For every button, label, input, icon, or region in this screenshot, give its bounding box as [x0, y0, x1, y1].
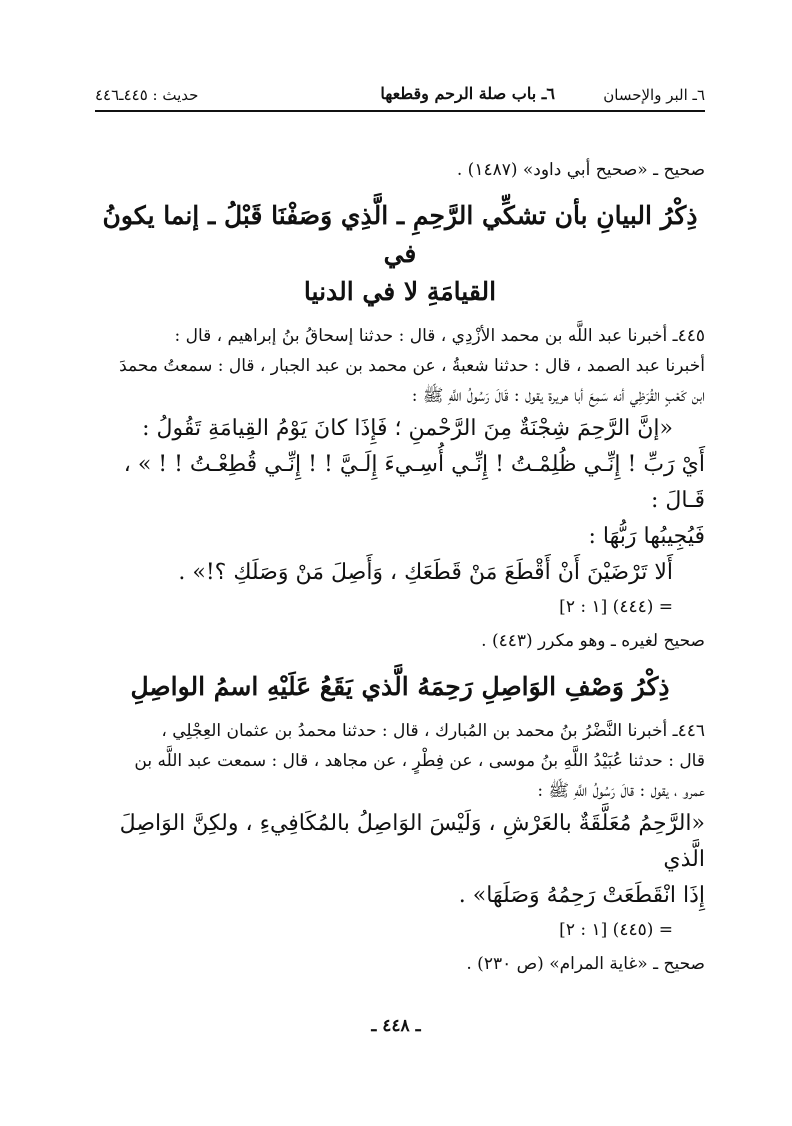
hadith-446	[95, 716, 705, 979]
hadith-445	[95, 321, 705, 656]
hadith-445-quote-1: «إنَّ الرَّحِمَ شِجْنَةٌ مِنَ الرَّحْمنِ ؛ فَإِذَا كانَ يَوْمُ القِيامَةِ تَقُولُ :	[142, 416, 673, 441]
page	[95, 80, 705, 991]
header-hadith-range: حديث : ٤٤٥ـ٤٤٦	[95, 86, 199, 104]
hadith-445-reference: = (٤٤٤) [١ : ٢]	[559, 597, 673, 617]
hadith-445-line-3: ابن كَعْبٍ القُرَظِي أنه سَمِعَ أبا هريرة يقول : قَالَ رَسُولُ اللَّهِ ﷺ :	[411, 386, 705, 406]
hadith-445-line-2: أخبرنا عبد الصمد ، قال : حدثنا شعبةُ ، عن محمد بن عبد الجبار ، قال : سمعتُ محمدَ	[119, 356, 705, 376]
grade-previous: صحيح ـ «صحيح أبي داود» (١٤٨٧) .	[456, 160, 705, 180]
hadith-446-line-2: قال : حدثنا عُبَيْدُ اللَّهِ بنُ موسى ، عن فِطْرٍ ، عن مجاهد ، قال : سمعت عبد اللَّه بن	[134, 751, 705, 771]
hadith-446-quote-1: «الرَّحِمُ مُعَلَّقَةٌ بالعَرْشِ ، وَلَيْسَ الوَاصِلُ بالمُكَافِيءِ ، ولكِنَّ الوَاصِلَ الَّذي	[119, 811, 705, 872]
hadith-446-line-3: عمرو ، يقول : قالَ رَسُولُ اللَّهِ ﷺ :	[537, 781, 705, 801]
page-number: ـ ٤٤٨ ـ	[371, 1016, 421, 1036]
chapter-title-2: ذِكْرُ وَصْفِ الوَاصِلِ رَحِمَهُ الَّذي يَقَعُ عَلَيْهِ اسمُ الواصِلِ	[130, 672, 670, 701]
chapter-title-1-line-2: القيامَةِ لا في الدنيا	[303, 277, 497, 306]
hadith-445-quote-2: أَيْ رَبِّ ! إِنِّـي ظُلِمْـتُ ! إِنِّـي أُسِـيءَ إِلَـيَّ ! ! إِنِّـي قُطِعْـتُ ! ! » ، قَـالَ :	[123, 452, 705, 513]
hadith-445-grade: صحيح لغيره ـ وهو مكرر (٤٤٣) .	[481, 631, 705, 651]
page-body	[95, 156, 705, 979]
running-header	[95, 80, 705, 112]
chapter-title-1-line-1: ذِكْرُ البيانِ بأن تشكِّي الرَّحِمِ ـ الَّذِي وَصَفْنَا قَبْلُ ـ إنما يكونُ في	[102, 201, 698, 268]
chapter-title-1	[95, 197, 705, 311]
hadith-446-reference: = (٤٤٥) [١ : ٢]	[559, 920, 673, 940]
hadith-446-quote-2: إِذَا انْقَطَعَتْ رَحِمُهُ وَصَلَهَا» .	[458, 883, 705, 908]
header-section: ٦ـ باب صلة الرحم وقطعها	[380, 84, 555, 103]
hadith-445-quote-3: فَيُجِيبُها رَبُّهَا :	[588, 524, 705, 549]
header-chapter: ٦ـ البر والإحسان	[603, 86, 705, 104]
hadith-446-grade: صحيح ـ «غاية المرام» (ص ٢٣٠) .	[466, 954, 705, 974]
hadith-445-line-1: ٤٤٥ـ أخبرنا عبد اللَّه بن محمد الأزْدِي ، قال : حدثنا إسحاقُ بنُ إبراهيم ، قال :	[174, 326, 705, 346]
hadith-446-line-1: ٤٤٦ـ أخبرنا النَّضْرُ بنُ محمد بن المُبارك ، قال : حدثنا محمدُ بن عثمان العِجْلِي ،	[161, 721, 705, 741]
hadith-445-quote-4: أَلا تَرْضَيْنَ أَنْ أَقْطَعَ مَنْ قَطَعَكِ ، وَأَصِلَ مَنْ وَصَلَكِ ؟!» .	[178, 560, 673, 585]
